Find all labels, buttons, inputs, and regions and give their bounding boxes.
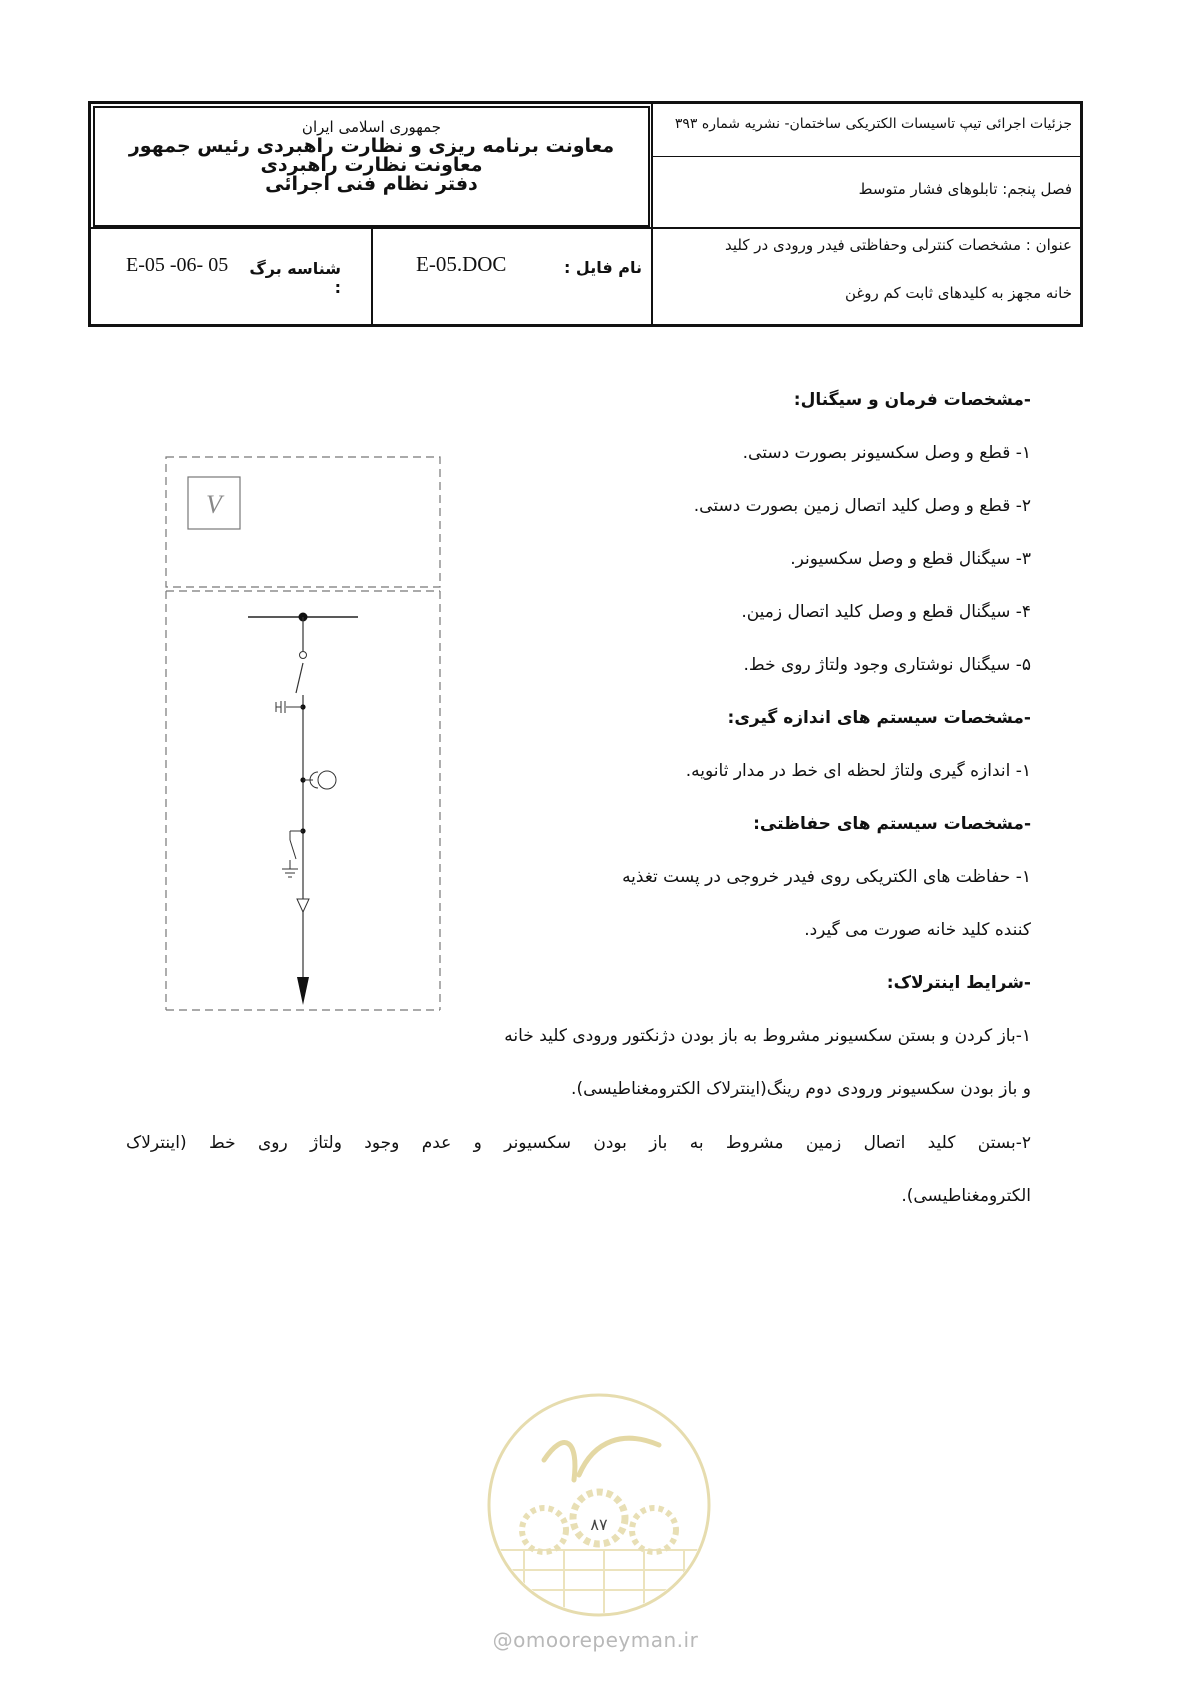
body-line: ۲- قطع و وصل کلید اتصال زمین بصورت دستی. [693,496,1031,516]
voltmeter-icon [188,477,240,529]
section-heading: -مشخصات سیستم های اندازه گیری: [727,708,1031,728]
org-line-4: دفتر نظام فنی اجرائی [265,173,478,195]
org-line-2: معاونت برنامه ریزی و نظارت راهبردی رئیس جمهور [128,135,615,157]
at-icon: @ [492,1628,514,1652]
paragraph-line: الکترومغناطیسی). [901,1186,1031,1206]
body-line: ۱- حفاظت های الکتریکی روی فیدر خروجی در پست تغذیه [622,867,1031,887]
earthing-switch-icon [282,828,306,877]
organization-block [93,106,650,227]
page-number: ۸۷ [590,1515,608,1534]
logo-watermark [484,1390,714,1620]
divider [91,227,1083,229]
publication-title: جزئیات اجرائی تیپ تاسیسات الکتریکی ساختمان- نشریه شماره ۳۹۳ [674,116,1072,132]
body-line: ۱-باز کردن و بستن سکسیونر مشروط به باز بودن دژنکتور ورودی کلید خانه [504,1026,1031,1046]
website-footer [0,1628,1191,1652]
sheet-id-label: شناسه برگ : [249,259,341,297]
sheet-id-value: E-05 -06- 05 [126,254,229,276]
paragraph-line: ۲-بستن کلید اتصال زمین مشروط به باز بودن سکسیونر و عدم وجود ولتاژ روی خط (اینترلاک [126,1133,1031,1153]
body-line: ۱- اندازه گیری ولتاژ لحظه ای خط در مدار ثانویه. [685,761,1031,781]
section-heading: -مشخصات فرمان و سیگنال: [793,390,1031,410]
org-line-3: معاونت نظارت راهبردی [260,154,483,176]
body-line: و باز بودن سکسیونر ورودی دوم رینگ(اینترلاک الکترومغناطیسی). [571,1079,1031,1099]
body-line: ۱- قطع و وصل سکسیونر بصورت دستی. [742,443,1031,463]
voltage-transformer-icon [300,771,336,789]
cable-termination-icon [297,899,309,912]
paragraph-interlock-2 [126,1128,1031,1211]
file-name-value: E-05.DOC [416,252,507,276]
website-text: omoorepeyman.ir [513,1628,699,1652]
capacitor-icon [276,701,306,713]
sheet-title-line-2: خانه مجهز به کلیدهای ثابت کم روغن [844,284,1072,302]
body-line: ۵- سیگنال نوشتاری وجود ولتاژ روی خط. [743,655,1031,675]
section-heading: -مشخصات سیستم های حفاظتی: [753,814,1031,834]
file-name-label: نام فایل : [563,258,642,277]
body-line: کننده کلید خانه صورت می گیرد. [804,920,1031,940]
divider [371,227,373,324]
org-line-1: جمهوری اسلامی ایران [301,118,442,136]
single-line-diagram [160,455,450,1085]
section-heading: -شرایط اینترلاک: [886,973,1031,993]
divider [651,156,1083,157]
body-line: ۳- سیگنال قطع و وصل سکسیونر. [790,549,1031,569]
chapter-title: فصل پنجم: تابلوهای فشار متوسط [858,180,1072,198]
disconnector-icon [296,663,303,693]
sheet-title-line-1: عنوان : مشخصات کنترلی وحفاظتی فیدر ورودی در کلید [725,236,1072,254]
header-table [88,101,1083,327]
arrow-down-icon [297,977,309,1005]
body-line: ۴- سیگنال قطع و وصل کلید اتصال زمین. [741,602,1031,622]
voltmeter-label: V [206,490,222,519]
